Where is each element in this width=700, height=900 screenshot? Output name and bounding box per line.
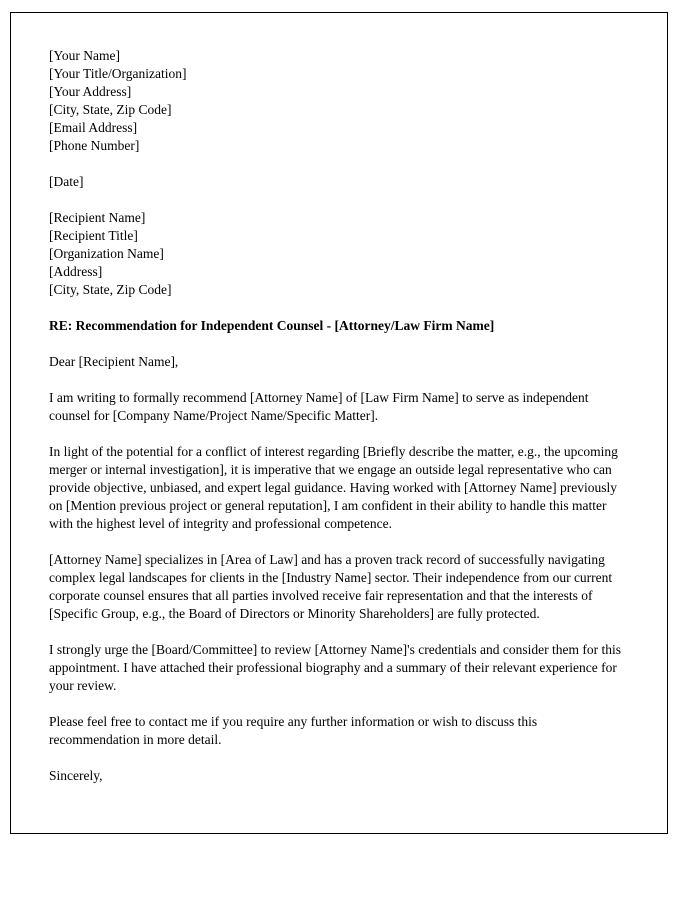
recipient-address-block xyxy=(49,209,631,299)
letter-body xyxy=(49,47,631,803)
page-border xyxy=(10,12,668,834)
recipient-title: [Recipient Title] xyxy=(49,228,138,243)
sender-phone: [Phone Number] xyxy=(49,138,140,153)
recipient-name: [Recipient Name] xyxy=(49,210,146,225)
body-paragraph-4: I strongly urge the [Board/Committee] to review [Attorney Name]'s credentials and consider them for this appointment. I have attached their professional biography and a summary of their relevant experience for your review. xyxy=(49,642,622,693)
sender-city-state-zip: [City, State, Zip Code] xyxy=(49,102,172,117)
sender-address-block xyxy=(49,47,631,155)
sender-address: [Your Address] xyxy=(49,84,132,99)
body-paragraph-2: In light of the potential for a conflict of interest regarding [Briefly describe the matter, e.g., the upcoming merger or internal investigation], it is imperative that we engage an outside legal representative who can provide objective, unbiased, and expert legal guidance. Having worked with [Attorney Name] previously on [Mention previous project or general reputation], I am confident in their ability to handle this matter with the highest level of integrity and professional competence. xyxy=(49,444,618,531)
sender-name: [Your Name] xyxy=(49,48,120,63)
date-block xyxy=(49,173,631,191)
date-line: [Date] xyxy=(49,174,84,189)
body-paragraph-1: I am writing to formally recommend [Attorney Name] of [Law Firm Name] to serve as independent counsel for [Company Name/Project Name/Specific Matter]. xyxy=(49,390,589,423)
sender-email: [Email Address] xyxy=(49,120,138,135)
subject-line: RE: Recommendation for Independent Counsel - [Attorney/Law Firm Name] xyxy=(49,318,495,333)
sender-title: [Your Title/Organization] xyxy=(49,66,187,81)
recipient-organization: [Organization Name] xyxy=(49,246,164,261)
body-paragraph-5: Please feel free to contact me if you require any further information or wish to discuss this recommendation in more detail. xyxy=(49,714,538,747)
body-paragraph-3: [Attorney Name] specializes in [Area of Law] and has a proven track record of successfully navigating complex legal landscapes for clients in the [Industry Name] sector. Their independence from our current corporate counsel ensures that all parties involved receive fair representation and that the interests of [Specific Group, e.g., the Board of Directors or Minority Shareholders] are fully protected. xyxy=(49,552,613,621)
recipient-city-state-zip: [City, State, Zip Code] xyxy=(49,282,172,297)
closing-line: Sincerely, xyxy=(49,768,103,783)
recipient-address: [Address] xyxy=(49,264,103,279)
salutation: Dear [Recipient Name], xyxy=(49,354,179,369)
